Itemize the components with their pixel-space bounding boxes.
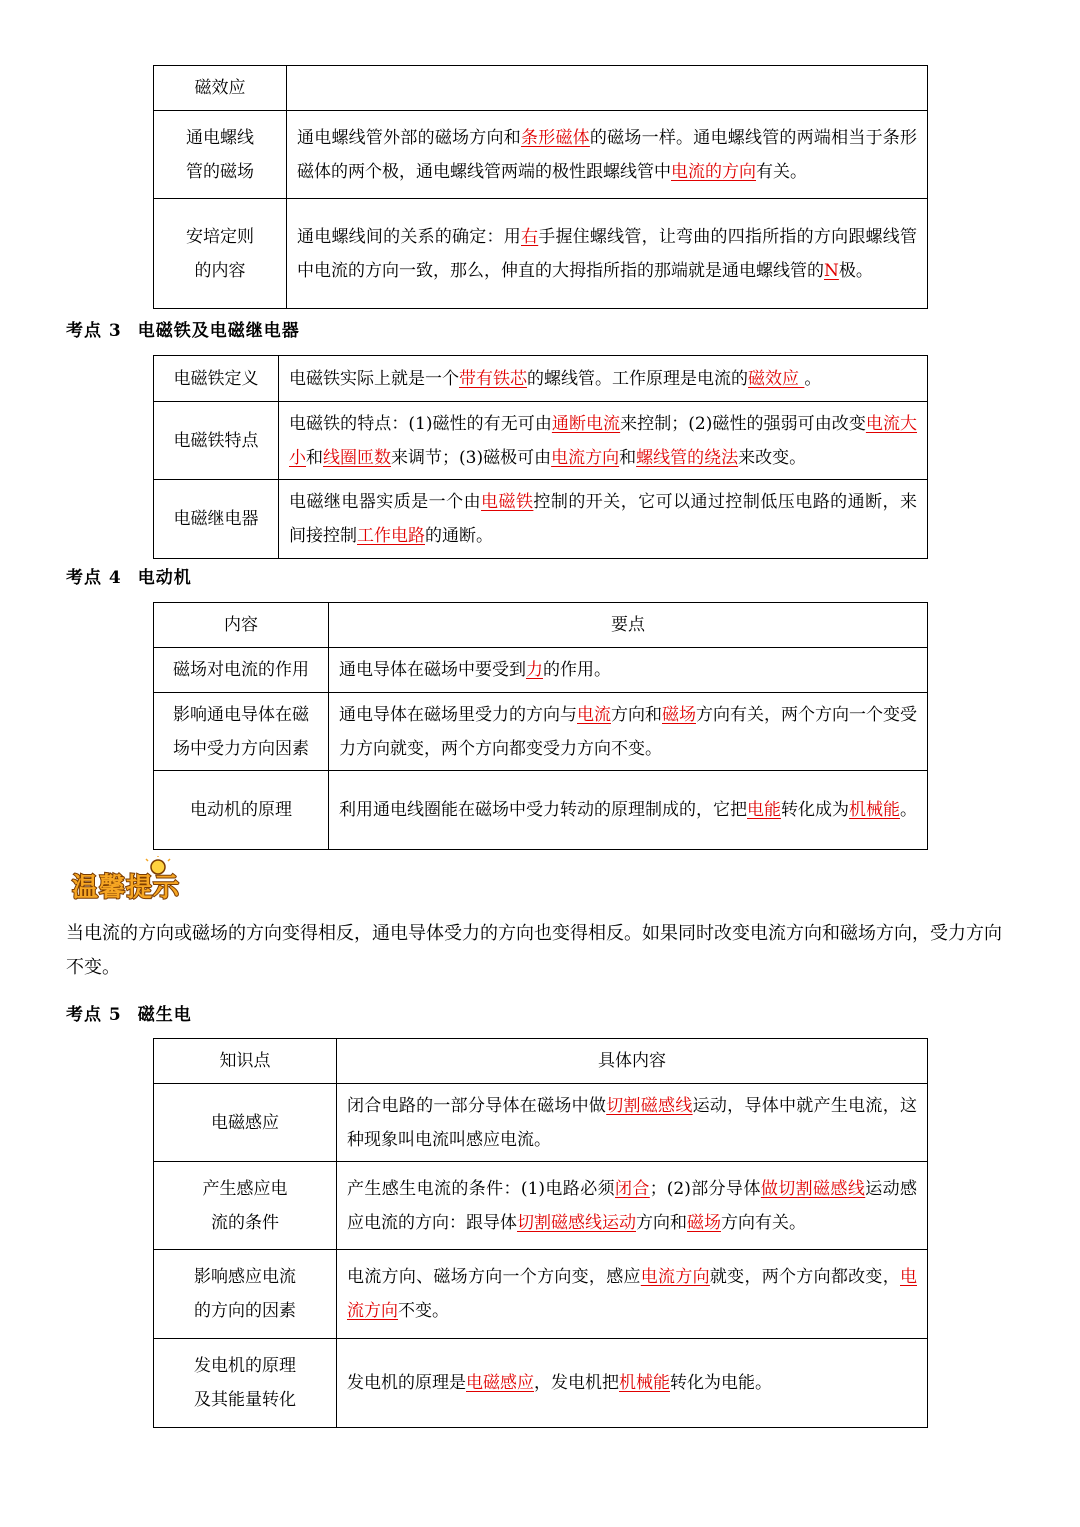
table-row	[154, 480, 928, 559]
row-value: 电磁铁实际上就是一个带有铁芯的螺线管。工作原理是电流的磁效应 。	[279, 356, 928, 402]
answer: 力	[526, 660, 543, 680]
row-key: 影响感应电流 的方向的因素	[154, 1250, 337, 1339]
section-heading: 考点 5 磁生电	[66, 1005, 192, 1025]
row-key: 电磁感应	[154, 1084, 337, 1162]
row-key: 影响通电导体在磁 场中受力方向因素	[154, 693, 329, 771]
section-heading: 考点 4 电动机	[66, 568, 192, 588]
row-key: 磁场对电流的作用	[154, 648, 329, 693]
answer: 工作电路	[357, 526, 425, 546]
answer: 电磁铁	[481, 492, 534, 512]
column-header: 知识点	[154, 1039, 337, 1084]
answer: 电流的方向	[671, 161, 756, 182]
row-value: 通电螺线间的关系的确定：用右手握住螺线管，让弯曲的四指所指的方向跟螺线管中电流的方向一致，那么，伸直的大拇指所指的那端就是通电螺线管的N极。	[287, 199, 928, 309]
row-key: 产生感应电 流的条件	[154, 1162, 337, 1250]
table-motor	[153, 602, 928, 850]
row-value: 产生感生电流的条件：(1)电路必须闭合；(2)部分导体做切割磁感线运动感应电流的方向：跟导体切割磁感线运动方向和磁场方向有关。	[337, 1162, 928, 1250]
answer: 切割磁感线	[606, 1095, 693, 1116]
row-value: 通电螺线管外部的磁场方向和条形磁体的磁场一样。通电螺线管的两端相当于条形磁体的两个极，通电螺线管两端的极性跟螺线管中电流的方向有关。	[287, 111, 928, 199]
answer: N	[824, 260, 839, 281]
answer: 磁效应	[748, 368, 805, 389]
table-row	[154, 1162, 928, 1250]
answer: 电能	[747, 800, 781, 820]
column-header: 具体内容	[337, 1039, 928, 1084]
row-key: 电磁继电器	[154, 480, 279, 559]
table-row	[154, 356, 928, 402]
table-row	[154, 693, 928, 771]
section-heading: 考点 3 电磁铁及电磁继电器	[66, 321, 300, 341]
row-key: 电磁铁定义	[154, 356, 279, 402]
row-key: 安培定则 的内容	[154, 199, 287, 309]
row-key: 磁效应	[154, 66, 287, 111]
table-row	[154, 1339, 928, 1428]
answer: 机械能	[849, 800, 900, 820]
row-value: 闭合电路的一部分导体在磁场中做切割磁感线运动，导体中就产生电流，这种现象叫电流叫感应电流。	[337, 1084, 928, 1162]
table-electromagnet	[153, 355, 928, 559]
table-magnetic-effect	[153, 65, 928, 309]
row-value: 发电机的原理是电磁感应，发电机把机械能转化为电能。	[337, 1339, 928, 1428]
lightbulb-icon	[146, 856, 170, 874]
row-value	[287, 66, 928, 111]
answer: 电流方向	[640, 1267, 710, 1287]
row-value: 电磁铁的特点：(1)磁性的有无可由通断电流来控制；(2)磁性的强弱可由改变电流大小和线圈匝数来调节；(3)磁极可由电流方向和螺线管的绕法来改变。	[279, 402, 928, 480]
answer: 闭合	[615, 1178, 650, 1199]
table-row	[154, 111, 928, 199]
answer: 切割磁感线运动	[517, 1212, 636, 1233]
row-key: 通电螺线 管的磁场	[154, 111, 287, 199]
row-value: 利用通电线圈能在磁场中受力转动的原理制成的，它把电能转化成为机械能。	[329, 771, 928, 850]
answer: 磁场	[687, 1212, 721, 1233]
table-header-row	[154, 1039, 928, 1084]
row-value: 电流方向、磁场方向一个方向变，感应电流方向就变，两个方向都改变，电流方向不变。	[337, 1250, 928, 1339]
answer: 条形磁体	[520, 127, 590, 148]
answer: 电磁感应	[466, 1373, 534, 1393]
answer: 电流方向	[347, 1267, 917, 1321]
table-row	[154, 771, 928, 850]
table-row	[154, 199, 928, 309]
answer: 螺线管的绕法	[636, 447, 739, 468]
answer: 磁场	[662, 704, 696, 725]
table-row	[154, 1250, 928, 1339]
row-key: 电动机的原理	[154, 771, 329, 850]
answer: 线圈匝数	[323, 447, 391, 468]
column-header: 内容	[154, 603, 329, 648]
table-row	[154, 1084, 928, 1162]
row-key: 电磁铁特点	[154, 402, 279, 480]
row-value: 通电导体在磁场里受力的方向与电流方向和磁场方向有关，两个方向一个变受力方向就变，两个方向都变受力方向不变。	[329, 693, 928, 771]
answer: 电流方向	[551, 447, 620, 468]
column-header: 要点	[329, 603, 928, 648]
table-header-row	[154, 603, 928, 648]
answer: 机械能	[619, 1373, 670, 1393]
table-row	[154, 66, 928, 111]
tip-badge	[68, 856, 188, 906]
tip-text: 当电流的方向或磁场的方向变得相反，通电导体受力的方向也变得相反。如果同时改变电流方向和磁场方向，受力方向不变。	[66, 923, 1002, 978]
table-row	[154, 402, 928, 480]
tip-badge-label: 温馨提示	[72, 873, 181, 903]
row-key: 发电机的原理 及其能量转化	[154, 1339, 337, 1428]
table-induction	[153, 1038, 928, 1428]
answer: 通断电流	[551, 413, 621, 434]
row-value: 通电导体在磁场中要受到力的作用。	[329, 648, 928, 693]
row-value: 电磁继电器实质是一个由电磁铁控制的开关，它可以通过控制低压电路的通断，来间接控制工作电路的通断。	[279, 480, 928, 559]
answer: 右	[520, 226, 539, 247]
answer: 电流大小	[289, 413, 917, 468]
answer: 带有铁芯	[459, 368, 527, 389]
table-row	[154, 648, 928, 693]
answer: 做切割磁感线	[760, 1178, 866, 1199]
answer: 电流	[577, 704, 611, 725]
